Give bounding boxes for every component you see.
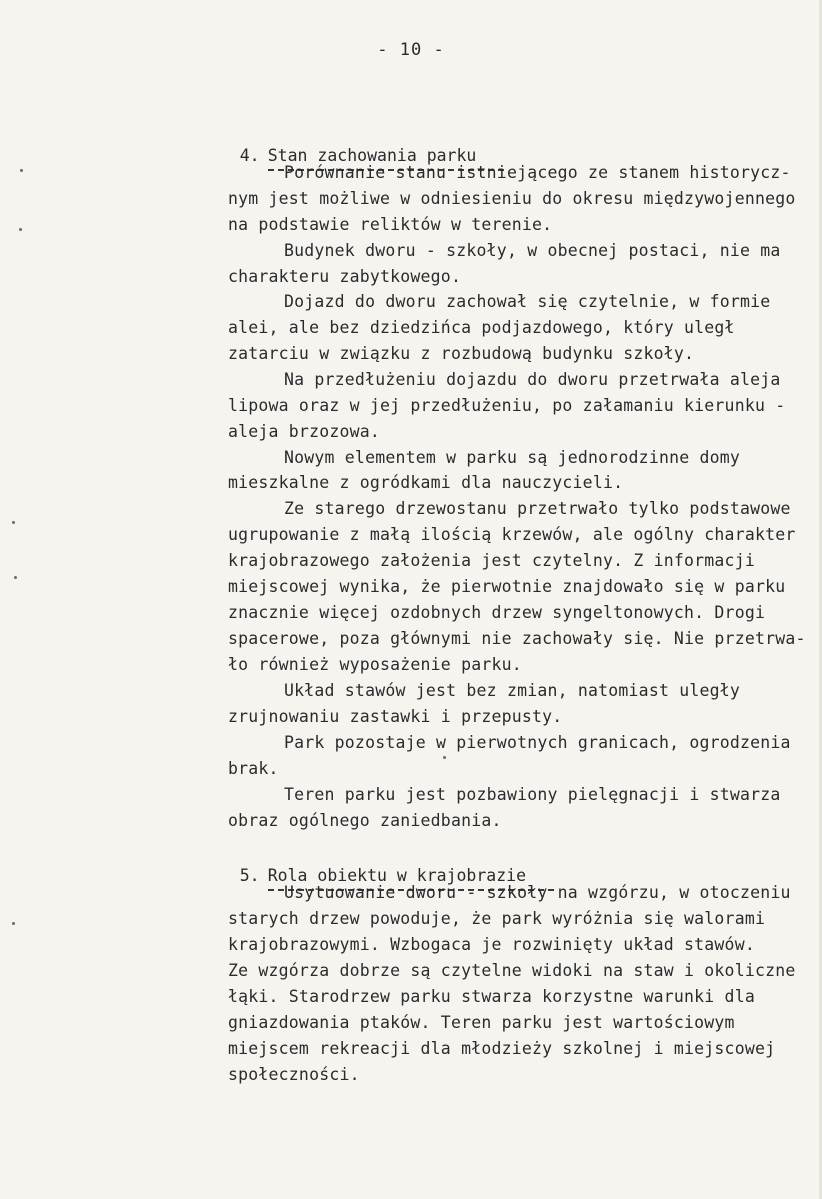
- paragraph-line: miejscem rekreacji dla młodzieży szkolnej i miejscowej: [228, 1039, 776, 1058]
- paragraph-line: Nowym elementem w parku są jednorodzinne domy: [284, 448, 741, 467]
- paragraph-line: lipowa oraz w jej przedłużeniu, po załamaniu kierunku -: [228, 396, 786, 415]
- paragraph-line: krajobrazowego założenia jest czytelny. Z informacji: [228, 551, 755, 570]
- paragraph-line: na podstawie reliktów w terenie.: [228, 215, 553, 234]
- paragraph-line: Ze wzgórza dobrze są czytelne widoki na staw i okoliczne: [228, 961, 796, 980]
- paragraph-line: Porównanie stanu istniejącego ze stanem historycz-: [284, 163, 791, 182]
- paragraph-line: starych drzew powoduje, że park wyróżnia się walorami: [228, 909, 766, 928]
- paper-speck: [12, 521, 15, 524]
- paragraph-line: obraz ogólnego zaniedbania.: [228, 811, 502, 830]
- paragraph-line: ugrupowanie z małą ilością krzewów, ale ogólny charakter: [228, 525, 796, 544]
- paragraph-line: Usytuowanie dworu - szkoły na wzgórzu, w otoczeniu: [284, 883, 791, 902]
- paragraph-line: nym jest możliwe w odniesieniu do okresu międzywojennego: [228, 189, 796, 208]
- paper-speck: [20, 169, 23, 172]
- section-number: 4.: [239, 146, 260, 165]
- paragraph-line: Park pozostaje w pierwotnych granicach, ogrodzenia: [284, 733, 791, 752]
- paragraph-line: znacznie więcej ozdobnych drzew syngeltonowych. Drogi: [228, 603, 766, 622]
- paragraph-line: Ze starego drzewostanu przetrwało tylko podstawowe: [284, 499, 791, 518]
- paper-speck: [19, 228, 22, 231]
- paragraph-line: gniazdowania ptaków. Teren parku jest wartościowym: [228, 1013, 735, 1032]
- paragraph-line: ło również wyposażenie parku.: [228, 655, 522, 674]
- paper-speck: [12, 922, 15, 925]
- paragraph-line: alei, ale bez dziedzińca podjazdowego, który uległ: [228, 318, 735, 337]
- paragraph-line: Na przedłużeniu dojazdu do dworu przetrwała aleja: [284, 370, 781, 389]
- section-number: 5.: [239, 866, 260, 885]
- paragraph-line: społeczności.: [228, 1065, 360, 1084]
- paragraph-line: miejscowej wynika, że pierwotnie znajdowało się w parku: [228, 577, 786, 596]
- section-title: Stan zachowania parku: [267, 146, 477, 165]
- paper-speck: [14, 576, 17, 579]
- paragraph-line: aleja brzozowa.: [228, 422, 381, 441]
- paragraph-line: łąki. Starodrzew parku stwarza korzystne warunki dla: [228, 987, 755, 1006]
- paragraph-line: Układ stawów jest bez zmian, natomiast uległy: [284, 681, 741, 700]
- paragraph-line: Teren parku jest pozbawiony pielęgnacji i stwarza: [284, 785, 781, 804]
- paragraph-line: krajobrazowymi. Wzbogaca je rozwinięty układ stawów.: [228, 935, 755, 954]
- paragraph-line: zrujnowaniu zastawki i przepusty.: [228, 707, 563, 726]
- page-number: - 10 -: [377, 40, 445, 60]
- paragraph-line: Dojazd do dworu zachował się czytelnie, w formie: [284, 292, 771, 311]
- paper-speck: [443, 756, 446, 759]
- paragraph-line: mieszkalne z ogródkami dla nauczycieli.: [228, 473, 624, 492]
- paragraph-line: charakteru zabytkowego.: [228, 267, 462, 286]
- paragraph-line: spacerowe, poza głównymi nie zachowały się. Nie przetrwa-: [228, 629, 806, 648]
- paragraph-line: zatarciu w związku z rozbudową budynku szkoły.: [228, 344, 695, 363]
- paragraph-line: brak.: [228, 759, 279, 778]
- section-title: Rola obiektu w krajobrazie: [267, 866, 527, 885]
- paragraph-line: Budynek dworu - szkoły, w obecnej postaci, nie ma: [284, 241, 781, 260]
